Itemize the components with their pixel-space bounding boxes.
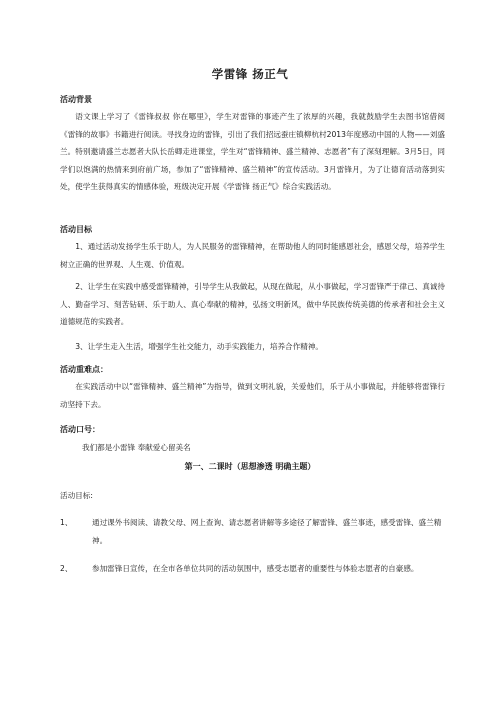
document-title: 学雷锋 扬正气 xyxy=(211,67,289,81)
lesson-goal-item-1 xyxy=(60,514,450,549)
slogan-heading: 活动口号： xyxy=(60,425,100,434)
lesson-goal-number: 2、 xyxy=(60,564,73,573)
goals-heading: 活动目标 xyxy=(60,225,92,234)
lesson-goal-text: 参加雷锋日宣传，在全市各单位共同的活动氛围中，感受志愿者的重要性与体验志愿者的自豪感。 xyxy=(92,564,419,573)
focus-heading: 活动重难点： xyxy=(60,365,108,374)
goal-item-3: 3、让学生走入生活，增强学生社交能力，动手实践能力，培养合作精神。 xyxy=(75,342,324,351)
background-paragraph: 语文课上学习了《雷锋叔叔 你在哪里》，学生对雷锋的事迹产生了浓厚的兴趣，我就鼓励学生去图书馆借阅《雷锋的故事》书籍进行阅读。寻找身边的雷锋，引出了我们招远蚕庄镇柳杭村2013年度感动中国的人物——刘盛兰。特别邀请盛兰志愿者大队长岳卿走进课堂，学生对“雷锋精神、盛兰精神、志愿者”有了深刻理解。3月5日，同学们以饱满的热情来到府前广场，参加了“雷锋精神、盛兰精神”的宣传活动。3月雷锋月，为了让德育活动落到实处，使学生获得真实的情感体验，班级决定开展《学雷锋 扬正气》综合实践活动。 xyxy=(60,112,445,192)
focus-paragraph: 在实践活动中以“雷锋精神、盛兰精神”为指导，做到文明礼貌，关爱他们，乐于从小事做起，并能够将雷锋行动坚持下去。 xyxy=(60,382,445,409)
goal-item-1: 1、通过活动发扬学生乐于助人，为人民服务的雷锋精神，在帮助他人的同时能感恩社会，感恩父母，培养学生树立正确的世界观、人生观、价值观。 xyxy=(60,242,445,269)
lesson-goals-label: 活动目标: xyxy=(60,491,93,500)
slogan-text: 我们都是小雷锋 奉献爱心留美名 xyxy=(82,443,191,452)
goal-item-2: 2、让学生在实践中感受雷锋精神，引导学生从我做起，从现在做起，从小事做起，学习雷锋严于律己、真诚待人、勤奋学习、刻苦钻研、乐于助人、真心奉献的精神，弘扬文明新风，做中华民族传统美德的传承者和社会主义道德规范的实践者。 xyxy=(60,282,445,327)
background-heading: 活动背景 xyxy=(60,95,92,104)
lesson-goal-item-2 xyxy=(60,560,450,578)
lesson-goal-text: 通过课外书阅读、请教父母、网上查询、请志愿者讲解等多途径了解雷锋、盛兰事迹，感受雷锋、盛兰精神。 xyxy=(92,518,442,545)
lesson-title: 第一、二课时（思想渗透 明确主题） xyxy=(184,462,316,471)
lesson-goal-number: 1、 xyxy=(60,518,73,527)
